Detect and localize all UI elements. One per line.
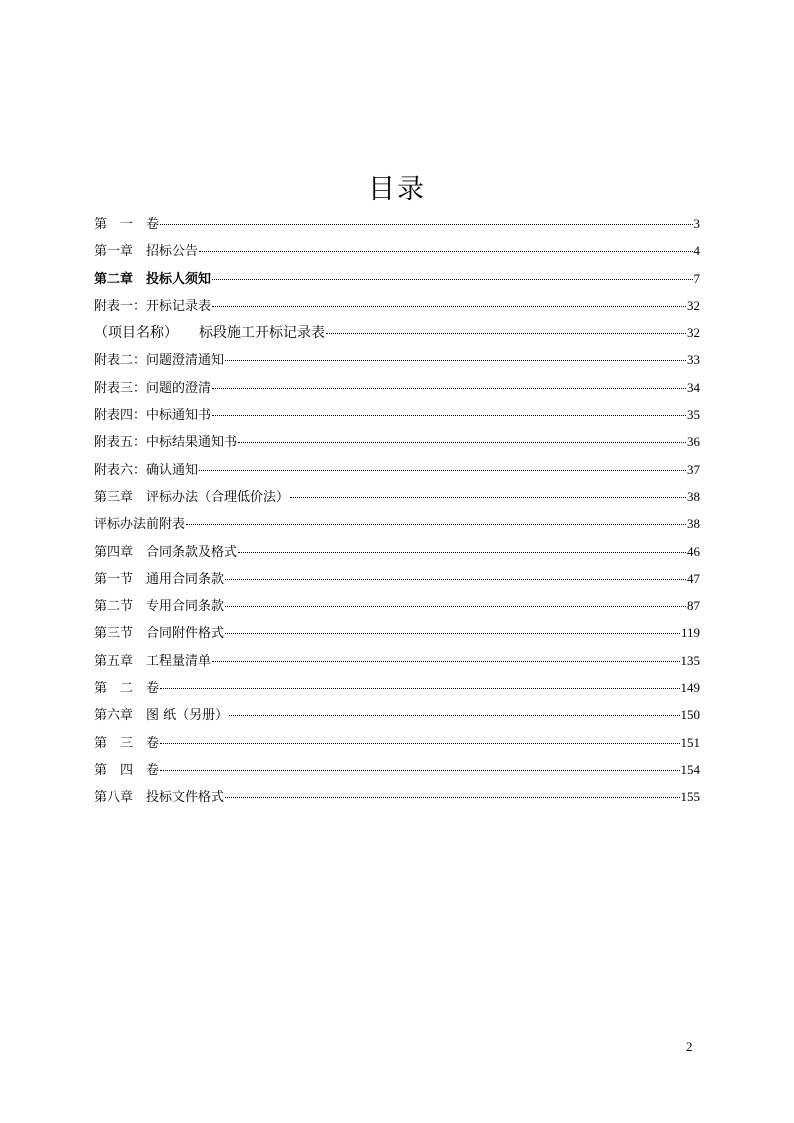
dot-leader bbox=[238, 442, 686, 443]
toc-entry-page-number: 37 bbox=[687, 461, 700, 477]
toc-entry[interactable] bbox=[94, 538, 700, 565]
toc-entry[interactable] bbox=[94, 729, 700, 756]
toc-entry-text: 第一节 通用合同条款 bbox=[94, 571, 225, 587]
dot-leader bbox=[290, 497, 686, 498]
toc-entry-text: 附表三：问题的澄清 bbox=[94, 380, 212, 396]
toc-entry-text: 第 三 卷 bbox=[94, 735, 160, 751]
toc-entry-text: 第二节 专用合同条款 bbox=[94, 599, 225, 615]
toc-entry-page-number: 3 bbox=[693, 216, 700, 231]
dot-leader bbox=[238, 552, 686, 553]
toc-entry[interactable] bbox=[94, 701, 700, 728]
dot-leader bbox=[160, 688, 679, 689]
toc-entry[interactable] bbox=[94, 756, 700, 783]
toc-entry[interactable] bbox=[94, 647, 700, 674]
toc-entry[interactable] bbox=[94, 783, 700, 810]
toc-entry-text: 第三节 合同附件格式 bbox=[94, 626, 225, 642]
dot-leader bbox=[225, 633, 680, 634]
toc-entry-page-number: 151 bbox=[680, 734, 700, 750]
dot-leader bbox=[186, 524, 686, 525]
toc-entry-page-number: 32 bbox=[687, 297, 700, 313]
dot-leader bbox=[160, 743, 679, 744]
toc-entry-text: 第三章 评标办法（合理低价法） bbox=[94, 489, 290, 505]
toc-entry-page-number: 119 bbox=[680, 625, 700, 641]
toc-entry[interactable] bbox=[94, 674, 700, 701]
toc-entry-text: 第六章 图 纸（另册） bbox=[94, 708, 229, 724]
toc-entry-text: 第一章 招标公告 bbox=[94, 244, 199, 260]
toc-entry-page-number: 35 bbox=[687, 407, 700, 423]
dot-leader bbox=[326, 333, 686, 334]
dot-leader bbox=[212, 279, 692, 280]
toc-entry[interactable] bbox=[94, 483, 700, 510]
toc-entry-page-number: 47 bbox=[687, 570, 700, 586]
toc-entry-page-number: 46 bbox=[687, 543, 700, 559]
toc-entry-page-number: 36 bbox=[687, 434, 700, 450]
toc-entry[interactable] bbox=[94, 401, 700, 428]
toc-entry-text: 附表五：中标结果通知书 bbox=[94, 435, 238, 451]
toc-entry[interactable] bbox=[94, 510, 700, 537]
toc-entry-page-number: 155 bbox=[680, 789, 700, 805]
toc-entry-page-number: 150 bbox=[680, 707, 700, 723]
toc-entry[interactable] bbox=[94, 237, 700, 264]
toc-entry-text: 第 四 卷 bbox=[94, 762, 160, 778]
dot-leader bbox=[160, 224, 692, 225]
dot-leader bbox=[225, 606, 686, 607]
toc-entry-text: 附表一：开标记录表 bbox=[94, 298, 212, 314]
toc-entry-page-number: 38 bbox=[687, 516, 700, 532]
toc-title: 目录 bbox=[368, 174, 426, 205]
toc-entry-page-number: 34 bbox=[687, 379, 700, 395]
dot-leader bbox=[225, 360, 686, 361]
toc-entry-page-number: 7 bbox=[693, 270, 700, 286]
toc-entry[interactable] bbox=[94, 619, 700, 646]
toc-entry[interactable] bbox=[94, 210, 700, 237]
page-number: 2 bbox=[686, 1039, 693, 1054]
toc-entry-text: 第二章 投标人须知 bbox=[94, 271, 212, 287]
toc-entry-page-number: 38 bbox=[687, 488, 700, 504]
toc-entry-page-number: 135 bbox=[680, 652, 700, 668]
toc-entry-text: 第五章 工程量清单 bbox=[94, 653, 212, 669]
toc-entry[interactable] bbox=[94, 374, 700, 401]
dot-leader bbox=[212, 661, 679, 662]
toc-entry-text: 附表二：问题澄清通知 bbox=[94, 353, 225, 369]
dot-leader bbox=[225, 797, 679, 798]
dot-leader bbox=[225, 579, 686, 580]
toc-entry-text: 附表四：中标通知书 bbox=[94, 408, 212, 424]
dot-leader bbox=[212, 415, 686, 416]
toc-entry-text: 第 二 卷 bbox=[94, 681, 160, 697]
toc-entry-page-number: 33 bbox=[687, 352, 700, 368]
toc-entry-text: 第四章 合同条款及格式 bbox=[94, 544, 238, 560]
dot-leader bbox=[199, 470, 686, 471]
toc-entry[interactable] bbox=[94, 456, 700, 483]
toc-entry-text: 评标办法前附表 bbox=[94, 517, 186, 533]
toc-entry-page-number: 32 bbox=[687, 325, 700, 341]
toc-entry-page-number: 87 bbox=[687, 598, 700, 614]
toc-entry-text: 第 一 卷 bbox=[94, 217, 160, 232]
table-of-contents bbox=[94, 210, 700, 811]
toc-entry[interactable] bbox=[94, 265, 700, 292]
toc-entry-text: （项目名称） 标段施工开标记录表 bbox=[94, 325, 325, 342]
toc-entry-text: 第八章 投标文件格式 bbox=[94, 790, 225, 806]
toc-entry[interactable] bbox=[94, 428, 700, 455]
dot-leader bbox=[212, 306, 686, 307]
dot-leader bbox=[212, 388, 686, 389]
toc-entry[interactable] bbox=[94, 592, 700, 619]
toc-entry[interactable] bbox=[94, 346, 700, 373]
toc-entry[interactable] bbox=[94, 292, 700, 319]
toc-entry[interactable] bbox=[94, 565, 700, 592]
dot-leader bbox=[199, 251, 692, 252]
toc-entry-text: 附表六：确认通知 bbox=[94, 462, 199, 478]
dot-leader bbox=[229, 715, 679, 716]
toc-entry-page-number: 4 bbox=[693, 243, 700, 259]
toc-entry-page-number: 154 bbox=[680, 761, 700, 777]
toc-entry[interactable] bbox=[94, 319, 700, 346]
dot-leader bbox=[160, 770, 679, 771]
toc-entry-page-number: 149 bbox=[680, 680, 700, 696]
